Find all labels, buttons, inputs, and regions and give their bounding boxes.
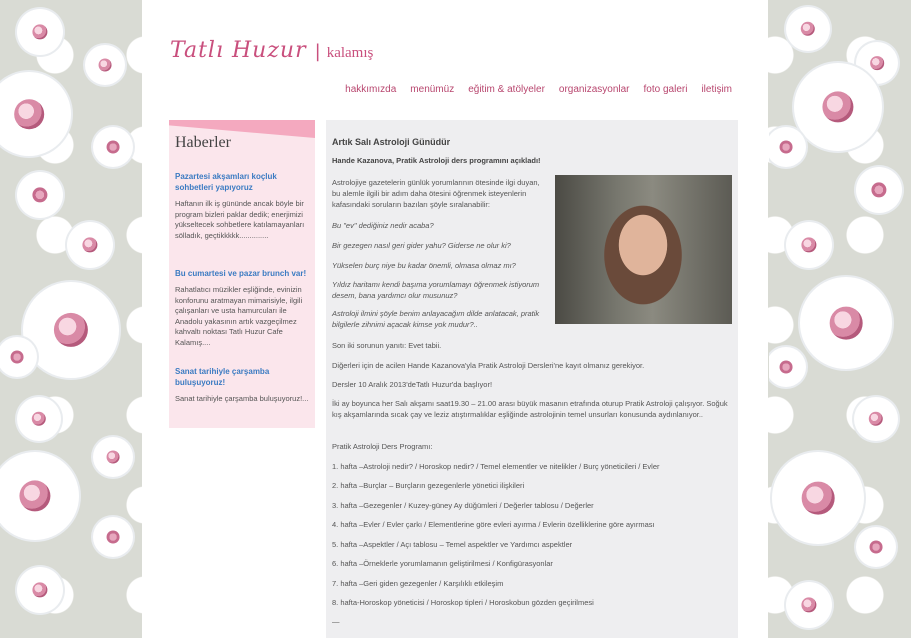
flower-decoration [857,400,895,438]
nav-hakkimizda[interactable]: hakkımızda [345,84,397,95]
article-paragraph: Diğerleri için de acilen Hande Kazanova'yla Pratik Astroloji Dersleri'ne kayıt olmanız gerekiyor. [332,361,645,370]
flower-decoration [20,12,60,52]
main-nav [345,84,732,95]
article-photo [555,175,732,324]
program-week: 8. hafta-Horoskop yöneticisi / Horoskop tipleri / Horoskobun gözden geçirilmesi [332,598,594,607]
news-excerpt: Sanat tarihiyle çarşamba buluşuyoruz!... [175,394,309,403]
program-week: 3. hafta –Gezegenler / Kuzey-güney Ay düğümleri / Değerler tablosu / Değerler [332,501,594,510]
program-week: 7. hafta –Geri giden gezegenler / Karşılıklı etkileşim [332,579,504,588]
news-item [175,268,313,348]
question-3: Yükselen burç niye bu kadar önemli, olmasa olmaz mı? [332,261,516,270]
flower-decoration [96,440,130,474]
news-title-link[interactable]: Sanat tarihiyle çarşamba buluşuyoruz! [175,367,270,387]
flower-decoration [20,400,58,438]
nav-iletisim[interactable]: iletişim [701,84,732,95]
flower-decoration [769,130,803,164]
article-subtitle: Hande Kazanova, Pratik Astroloji ders programını açıkladı! [332,156,541,165]
program-title: Pratik Astroloji Ders Programı: [332,442,433,451]
flower-decoration [20,570,60,610]
flower-decoration [20,175,60,215]
nav-foto-galeri[interactable]: foto galeri [643,84,688,95]
nav-menumuz[interactable]: menümüz [410,84,455,95]
site-logo[interactable] [170,38,373,63]
news-title-link[interactable]: Bu cumartesi ve pazar brunch var! [175,269,307,278]
flower-decoration [775,455,861,541]
flower-decoration [26,285,116,375]
program-week: 5. hafta –Aspektler / Açı tablosu – Temel aspektler ve Yardımcı aspektler [332,540,573,549]
article-paragraph: Son iki sorunun yanıtı: Evet tabii. [332,341,442,350]
flower-decoration [70,225,110,265]
news-sidebar [169,120,315,428]
news-excerpt: Rahatlatıcı müzikler eşliğinde, evinizin konforunu aratmayan mimarisiyle, ilgili çalışanları ve usta hamurcuları ile Anadolu yakasının artık vazgeçilmez kahvaltı noktası Tatlı Huzur Cafe Kalamış.... [175,285,303,347]
question-2: Bir gezegen nasıl geri gider yahu? Giderse ne olur ki? [332,241,511,250]
flower-decoration [88,48,122,82]
flower-decoration [96,130,130,164]
wallpaper-left [0,0,142,638]
flower-decoration [769,350,803,384]
news-item [175,366,313,405]
page-container [142,0,768,638]
flower-decoration [0,340,34,374]
program-week: 4. hafta –Evler / Evler çarkı / Elementlerine göre evleri ayırma / Evlerin özelliklerine göre ayırması [332,520,655,529]
flower-decoration [797,66,879,148]
program-week: 6. hafta –Örneklerle yorumlamanın geliştirilmesi / Konfigürasyonlar [332,559,553,568]
program-week: 2. hafta –Burçlar – Burçların gezegenlerle yönetici ilişkileri [332,481,525,490]
article-intro: Astrolojiye gazetelerin günlük yorumlarının ötesinde ilgi duyan, bu alemle ilgili bir adım daha ötesini öğrenmek isteyenlerin kafasındaki soruların bazıları şöyle sıralanabilir: [332,178,540,209]
flower-decoration [789,225,829,265]
question-1: Bu "ev" dediğiniz nedir acaba? [332,221,434,230]
question-5: Astroloji ilmini şöyle benim anlayacağım dilde anlatacak, pratik bilgilerle zihnimi açacak kimse yok mudur?.. [332,309,540,329]
article-paragraph: Dersler 10 Aralık 2013'deTatlı Huzur'da başlıyor! [332,380,493,389]
news-excerpt: Haftanın ilk iş gününde ancak böyle bir program bizleri paklar dedik; enerjimizi yükseltecek sohbetlere katılamayanları sölladık, geçtikkkkk.............. [175,199,305,240]
nav-organizasyonlar[interactable]: organizasyonlar [558,84,630,95]
nav-egitim-atolyeler[interactable]: eğitim & atölyeler [468,84,545,95]
flower-decoration [0,455,76,537]
logo-location: kalamış [326,45,374,61]
news-item [175,171,313,241]
flower-decoration [96,520,130,554]
flower-decoration [789,585,829,625]
program-week: 1. hafta –Astroloji nedir? / Horoskop nedir? / Temel elementler ve nitelikler / Burç yöneticileri / Evler [332,462,660,471]
article-paragraph: İki ay boyunca her Salı akşamı saat19.30 – 21.00 arası büyük masanın etrafında oturup Pratik Astroloji çalışıyor. Soğuk kış akşamlarında sıcak çay ve leziz atıştırmalıklar eşliğinde astrolojinin temel unsurları konusunda aydınlanıyor.. [332,399,728,419]
article-panel [326,120,738,638]
flower-decoration [0,75,68,153]
flower-decoration [803,280,889,366]
article-title: Artık Salı Astroloji Günüdür [332,137,451,147]
article-tail: — [332,617,340,626]
question-4: Yıldız haritamı kendi başıma yorumlamayı öğrenmek istiyorum desem, bana yardımcı olur musunuz? [332,280,540,300]
flower-decoration [789,10,827,48]
news-title-link[interactable]: Pazartesi akşamları koçluk sohbetleri yapıyoruz [175,172,277,192]
logo-script: Tatlı Huzur [170,38,307,63]
flower-decoration [859,530,893,564]
logo-separator: | [314,41,321,62]
wallpaper-right [769,0,911,638]
flower-decoration [859,170,899,210]
sidebar-title: Haberler [175,134,231,151]
